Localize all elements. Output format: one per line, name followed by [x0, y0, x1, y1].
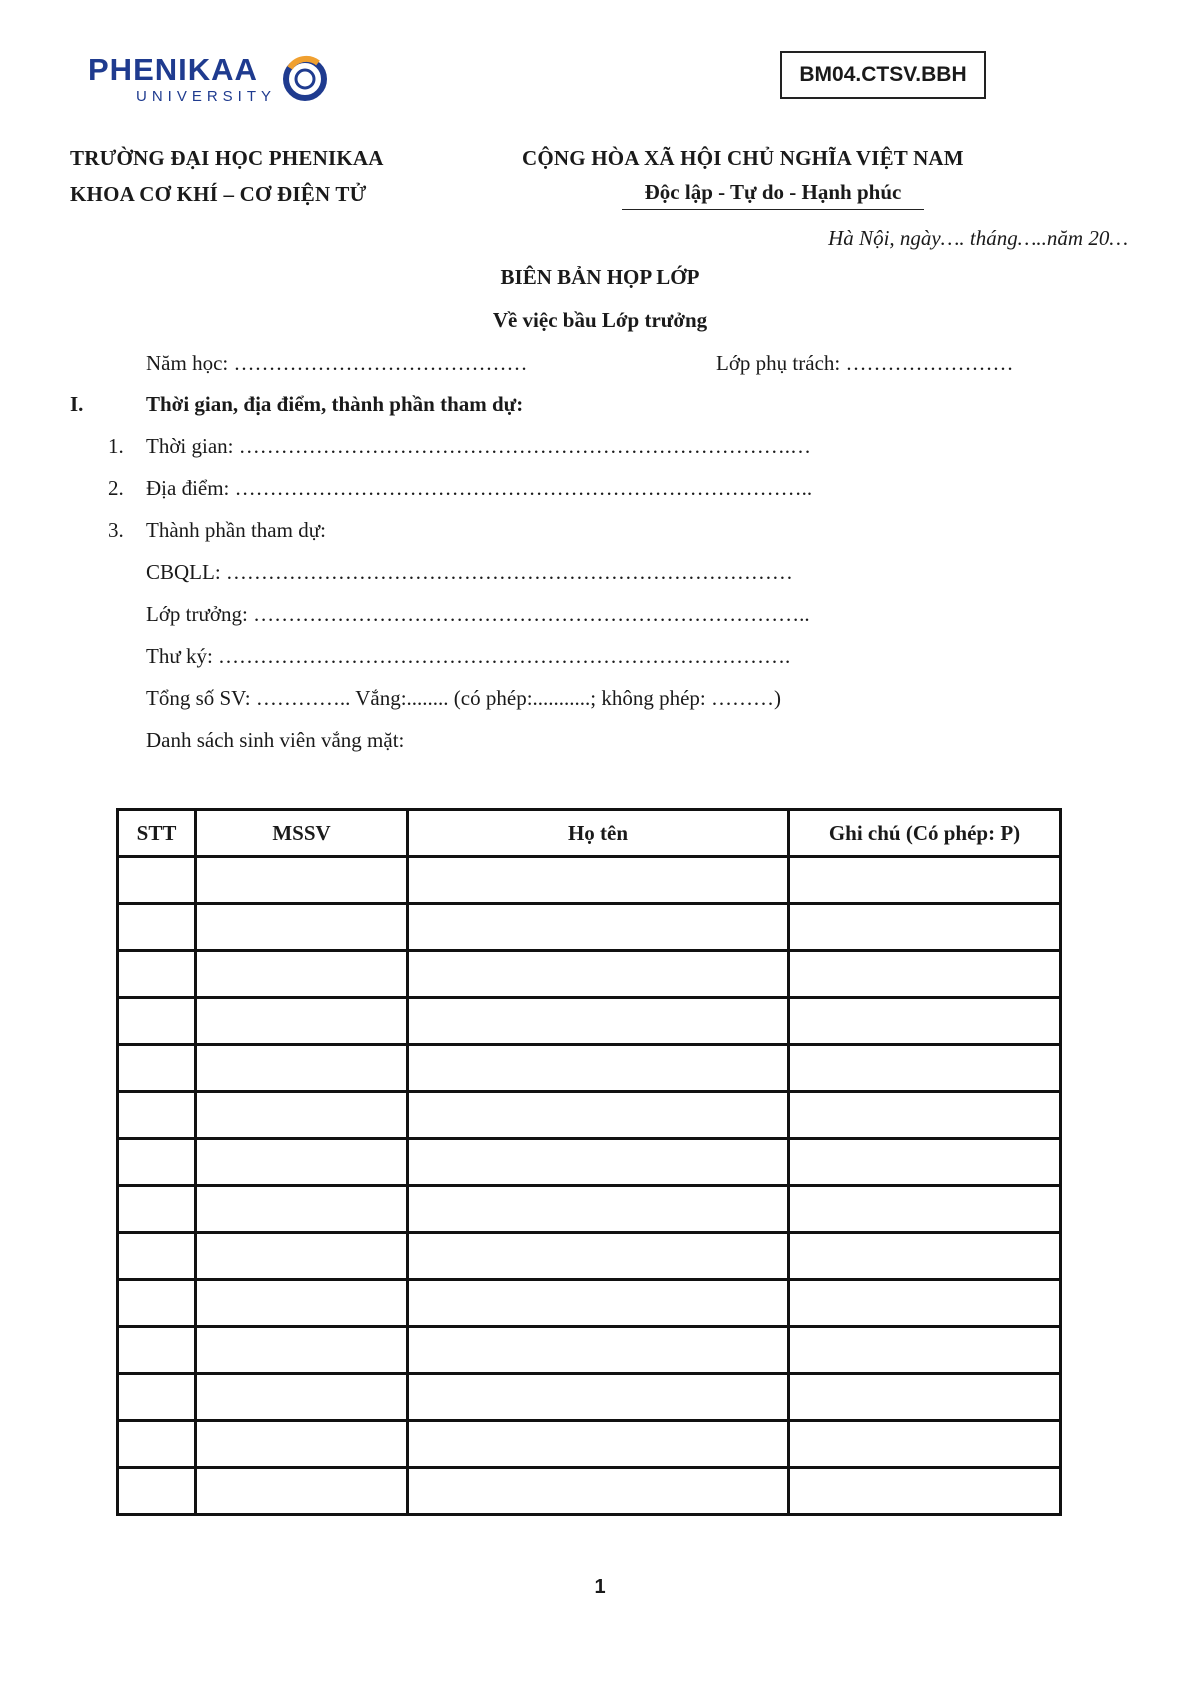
- logo-ring-icon: [280, 54, 330, 104]
- logo-name: PHENIKAA: [88, 52, 258, 87]
- column-header-note: Ghi chú (Có phép: P): [789, 810, 1061, 857]
- section-title: Thời gian, địa điểm, thành phần tham dự:: [146, 392, 524, 416]
- table-cell[interactable]: [789, 1186, 1061, 1233]
- table-row: [118, 904, 1061, 951]
- table-cell[interactable]: [789, 1468, 1061, 1515]
- table-cell[interactable]: [118, 1233, 196, 1280]
- form-code-box: BM04.CTSV.BBH: [780, 51, 986, 99]
- table-cell[interactable]: [196, 1233, 408, 1280]
- table-cell[interactable]: [408, 1139, 789, 1186]
- national-motto: Độc lập - Tự do - Hạnh phúc: [622, 180, 924, 210]
- table-row: [118, 1186, 1061, 1233]
- table-cell[interactable]: [196, 1139, 408, 1186]
- table-cell[interactable]: [789, 1092, 1061, 1139]
- table-cell[interactable]: [789, 998, 1061, 1045]
- table-cell[interactable]: [118, 904, 196, 951]
- table-header-row: [118, 810, 1061, 857]
- table-cell[interactable]: [789, 857, 1061, 904]
- table-cell[interactable]: [118, 1186, 196, 1233]
- table-cell[interactable]: [118, 1374, 196, 1421]
- table-cell[interactable]: [408, 998, 789, 1045]
- national-title: CỘNG HÒA XÃ HỘI CHỦ NGHĨA VIỆT NAM: [522, 146, 964, 170]
- table-cell[interactable]: [789, 1233, 1061, 1280]
- table-cell[interactable]: [789, 1327, 1061, 1374]
- table-cell[interactable]: [408, 857, 789, 904]
- section-number: I.: [70, 392, 84, 416]
- table-cell[interactable]: [118, 1139, 196, 1186]
- table-cell[interactable]: [789, 1374, 1061, 1421]
- table-cell[interactable]: [118, 857, 196, 904]
- secretary-field: Thư ký: ……………………………………………………………………….: [146, 644, 791, 668]
- document-title: BIÊN BẢN HỌP LỚP: [500, 265, 700, 289]
- table-cell[interactable]: [408, 1092, 789, 1139]
- document-subtitle: Về việc bầu Lớp trưởng: [492, 308, 708, 332]
- table-cell[interactable]: [118, 1421, 196, 1468]
- item-number: 2.: [108, 476, 124, 500]
- table-row: [118, 1327, 1061, 1374]
- class-in-charge-field: Lớp phụ trách: ……………………: [716, 351, 1014, 375]
- table-cell[interactable]: [196, 1374, 408, 1421]
- table-cell[interactable]: [196, 1186, 408, 1233]
- table-row: [118, 1468, 1061, 1515]
- table-cell[interactable]: [789, 951, 1061, 998]
- table-cell[interactable]: [196, 1327, 408, 1374]
- table-cell[interactable]: [408, 1374, 789, 1421]
- table-cell[interactable]: [118, 951, 196, 998]
- table-cell[interactable]: [408, 904, 789, 951]
- table-cell[interactable]: [408, 1233, 789, 1280]
- logo-subtitle: UNIVERSITY: [136, 88, 277, 105]
- student-count-field: Tổng số SV: ………….. Vắng:........ (có phép:...........; không phép: ………): [146, 686, 782, 710]
- table-row: [118, 1233, 1061, 1280]
- table-cell[interactable]: [196, 1468, 408, 1515]
- table-row: [118, 1139, 1061, 1186]
- absent-students-table: [116, 808, 1062, 1516]
- table-cell[interactable]: [789, 1280, 1061, 1327]
- table-cell[interactable]: [196, 951, 408, 998]
- date-line: Hà Nội, ngày…. tháng…..năm 20…: [828, 226, 1128, 250]
- table-cell[interactable]: [118, 1280, 196, 1327]
- table-cell[interactable]: [408, 1045, 789, 1092]
- column-header-stt: STT: [118, 810, 196, 857]
- table-cell[interactable]: [408, 1468, 789, 1515]
- table-row: [118, 857, 1061, 904]
- table-row: [118, 998, 1061, 1045]
- table-cell[interactable]: [408, 951, 789, 998]
- table-cell[interactable]: [196, 857, 408, 904]
- class-monitor-field: Lớp trưởng: ……………………………………………………………………..: [146, 602, 810, 626]
- table-cell[interactable]: [196, 1045, 408, 1092]
- table-row: [118, 1374, 1061, 1421]
- table-cell[interactable]: [118, 998, 196, 1045]
- table-cell[interactable]: [408, 1421, 789, 1468]
- table-row: [118, 1092, 1061, 1139]
- table-cell[interactable]: [789, 1421, 1061, 1468]
- table-cell[interactable]: [196, 1421, 408, 1468]
- table-cell[interactable]: [118, 1045, 196, 1092]
- page-number: 1: [594, 1576, 606, 1598]
- attendees-heading: Thành phần tham dự:: [146, 518, 326, 542]
- faculty-name: KHOA CƠ KHÍ – CƠ ĐIỆN TỬ: [70, 182, 367, 206]
- table-cell[interactable]: [789, 904, 1061, 951]
- table-cell[interactable]: [196, 1092, 408, 1139]
- location-field: Địa điểm: ………………………………………………………………………..: [146, 476, 813, 500]
- column-header-name: Họ tên: [408, 810, 789, 857]
- table-cell[interactable]: [118, 1327, 196, 1374]
- table-row: [118, 1421, 1061, 1468]
- item-number: 3.: [108, 518, 124, 542]
- column-header-mssv: MSSV: [196, 810, 408, 857]
- table-cell[interactable]: [118, 1092, 196, 1139]
- table-cell[interactable]: [196, 998, 408, 1045]
- table-cell[interactable]: [408, 1280, 789, 1327]
- cbqll-field: CBQLL: ………………………………………………………………………: [146, 560, 793, 584]
- school-year-field: Năm học: ……………………………………: [146, 351, 528, 375]
- table-cell[interactable]: [118, 1468, 196, 1515]
- table-cell[interactable]: [196, 904, 408, 951]
- absent-list-label: Danh sách sinh viên vắng mặt:: [146, 728, 405, 752]
- table-row: [118, 951, 1061, 998]
- table-cell[interactable]: [408, 1327, 789, 1374]
- table-row: [118, 1045, 1061, 1092]
- table-cell[interactable]: [408, 1186, 789, 1233]
- university-logo: [88, 50, 348, 110]
- table-cell[interactable]: [196, 1280, 408, 1327]
- table-row: [118, 1280, 1061, 1327]
- time-field: Thời gian: …………………………………………………………………….…: [146, 434, 812, 458]
- university-name: TRƯỜNG ĐẠI HỌC PHENIKAA: [70, 146, 384, 170]
- table-cell[interactable]: [789, 1139, 1061, 1186]
- item-number: 1.: [108, 434, 124, 458]
- table-cell[interactable]: [789, 1045, 1061, 1092]
